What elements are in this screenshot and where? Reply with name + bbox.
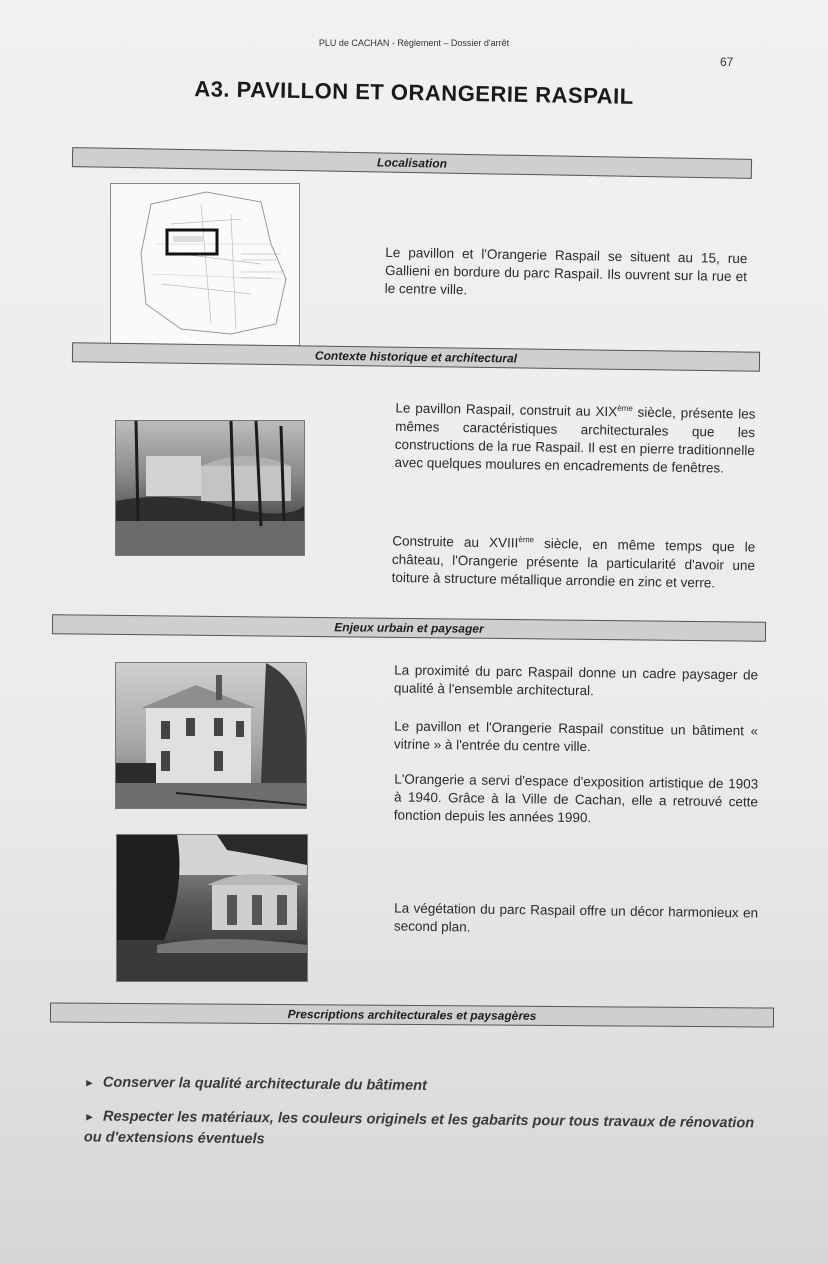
photo-pavillon-facade bbox=[115, 662, 307, 809]
page-number: 67 bbox=[720, 55, 734, 69]
photo-building-icon bbox=[116, 663, 306, 808]
section-bar-contexte: Contexte historique et architectural bbox=[72, 342, 760, 372]
contexte-p1-end: siècle, présente les mêmes caractéristiques architecturales que les constructions de la rue Raspail. Il est en pierre traditionnelle avec quelques moulures en encadrements de fenêtres. bbox=[394, 404, 756, 476]
enjeux-paragraph-1: La proximité du parc Raspail donne un cadre paysager de qualité à l'ensemble architectural. bbox=[393, 662, 759, 699]
photo-orangerie bbox=[116, 834, 308, 982]
contexte-p1-start: Le pavillon Raspail, construit au XIX bbox=[395, 400, 618, 420]
bullet-arrow-icon: ► bbox=[84, 1111, 96, 1124]
running-header: PLU de CACHAN - Règlement – Dossier d'arrêt bbox=[318, 38, 510, 48]
section-bar-localisation: Localisation bbox=[72, 147, 752, 179]
page-title: A3. PAVILLON ET ORANGERIE RASPAIL bbox=[194, 76, 634, 109]
map-icon bbox=[111, 184, 299, 345]
prescription-item-1 bbox=[84, 1072, 774, 1100]
photo-trees-icon bbox=[116, 421, 304, 555]
contexte-p1-sup: ème bbox=[617, 403, 633, 414]
prescription-item-2 bbox=[84, 1106, 774, 1154]
contexte-paragraph-1 bbox=[394, 396, 755, 478]
prescription-text-2: Respecter les matériaux, les couleurs originels et les gabarits pour tous travaux de rénovation ou d'extensions éventuels bbox=[83, 1108, 755, 1148]
section-bar-enjeux: Enjeux urbain et paysager bbox=[52, 614, 766, 641]
contexte-p2-start: Construite au XVIII bbox=[392, 533, 519, 551]
prescription-text-1: Conserver la qualité architecturale du bâtiment bbox=[102, 1074, 427, 1094]
enjeux-paragraph-4: La végétation du parc Raspail offre un décor harmonieux en second plan. bbox=[393, 900, 759, 935]
enjeux-paragraph-3: L'Orangerie a servi d'espace d'exposition artistique de 1903 à 1940. Grâce à la Ville de Cachan, elle a retrouvé cette fonction depuis les années 1990. bbox=[393, 771, 759, 826]
bullet-arrow-icon: ► bbox=[83, 1077, 95, 1090]
location-map bbox=[110, 183, 300, 346]
localisation-text: Le pavillon et l'Orangerie Raspail se situent au 15, rue Gallieni en bordure du parc Raspail. Ils ouvrent sur la rue et le centre ville. bbox=[384, 244, 748, 298]
enjeux-paragraph-2: Le pavillon et l'Orangerie Raspail constitue un bâtiment « vitrine » à l'entrée du centre ville. bbox=[393, 718, 759, 755]
contexte-paragraph-2 bbox=[392, 529, 756, 593]
section-bar-prescriptions: Prescriptions architecturales et paysagères bbox=[50, 1002, 774, 1027]
photo-pavillon-park bbox=[115, 420, 305, 556]
photo-orangerie-icon bbox=[117, 835, 307, 981]
contexte-p2-end: siècle, en même temps que le château, l'Orangerie présente la particularité d'avoir une toiture à structure métallique arrondie en zinc et verre. bbox=[391, 535, 756, 590]
contexte-p2-sup: ème bbox=[518, 535, 535, 545]
